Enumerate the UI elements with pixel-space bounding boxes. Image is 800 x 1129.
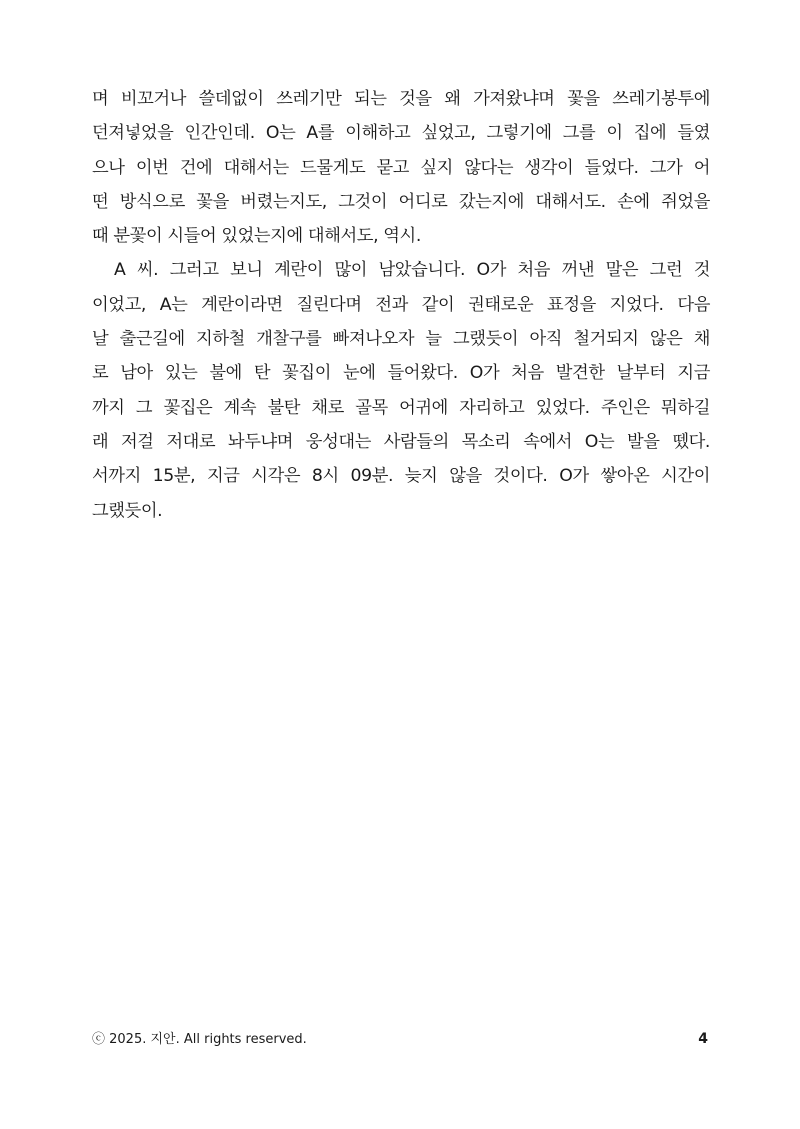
text-line: 서까지 15분, 지금 시각은 8시 09분. 늦지 않을 것이다. O가 쌓아온 시간이	[92, 466, 710, 487]
text-line: A 씨. 그러고 보니 계란이 많이 남았습니다. O가 처음 꺼낸 말은 그런 것	[114, 260, 710, 281]
text-line: 래 저걸 저대로 놔두냐며 웅성대는 사람들의 목소리 속에서 O는 발을 뗐다.	[92, 431, 710, 452]
text-line: 까지 그 꽃집은 계속 불탄 채로 골목 어귀에 자리하고 있었다. 주인은 뭐하길	[92, 397, 710, 418]
text-line: 던져넣었을 인간인데. O는 A를 이해하고 싶었고, 그렇기에 그를 이 집에 들였	[92, 123, 710, 144]
text-line: 이었고, A는 계란이라면 질린다며 전과 같이 권태로운 표정을 지었다. 다음	[92, 294, 710, 315]
body-text	[92, 82, 710, 528]
text-line: 그랬듯이.	[92, 500, 163, 521]
text-line: 으나 이번 건에 대해서는 드물게도 묻고 싶지 않다는 생각이 들었다. 그가 어	[92, 157, 710, 178]
page-number: 4	[698, 1031, 708, 1047]
paragraph	[92, 253, 710, 527]
text-line: 날 출근길에 지하철 개찰구를 빠져나오자 늘 그랬듯이 아직 철거되지 않은 채	[92, 329, 710, 350]
text-line: 때 분꽃이 시들어 있었는지에 대해서도, 역시.	[92, 226, 421, 247]
text-line: 떤 방식으로 꽃을 버렸는지도, 그것이 어디로 갔는지에 대해서도. 손에 쥐었을	[92, 191, 710, 212]
text-line: 며 비꼬거나 쓸데없이 쓰레기만 되는 것을 왜 가져왔냐며 꽃을 쓰레기봉투에	[92, 89, 710, 109]
footer-copyright: ⓒ 2025. 지안. All rights reserved.	[92, 1032, 307, 1047]
text-line: 로 남아 있는 불에 탄 꽃집이 눈에 들어왔다. O가 처음 발견한 날부터 지금	[92, 363, 710, 384]
paragraph	[92, 82, 710, 253]
